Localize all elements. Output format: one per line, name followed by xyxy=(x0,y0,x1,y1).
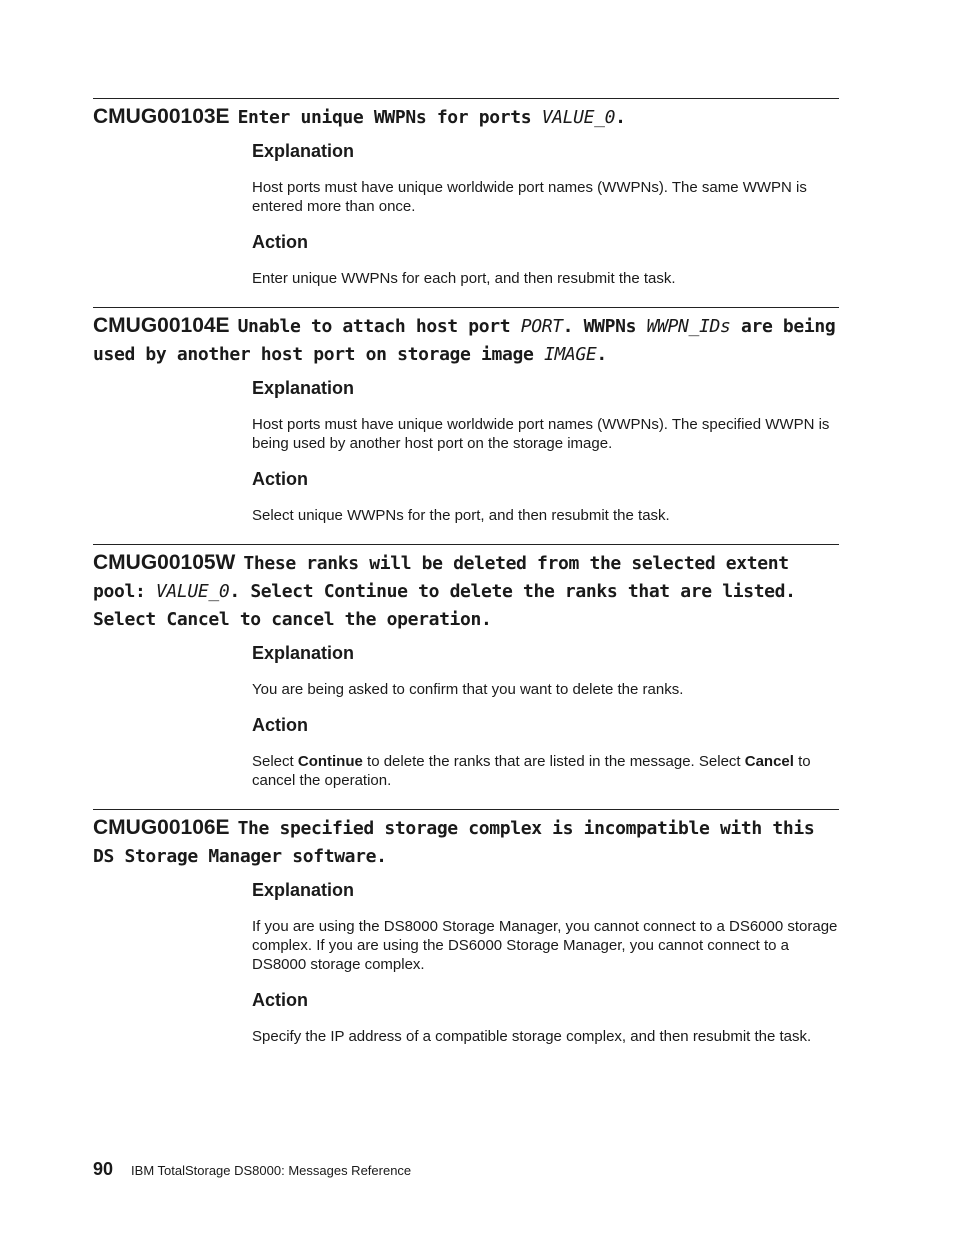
book-title: IBM TotalStorage DS8000: Messages Reference xyxy=(131,1163,412,1178)
message-id: CMUG00105W xyxy=(93,551,236,574)
action-text: Specify the IP address of a compatible storage complex, and then resubmit the task. xyxy=(252,1028,812,1045)
action-text: Select Continue to delete the ranks that are listed in the message. Select Cancel to cancel the operation. xyxy=(252,753,811,789)
page-footer xyxy=(93,1159,411,1180)
message-text: Unable to attach host port PORT. WWPNs WWPN_IDs are being used by another host port on storage image IMAGE. xyxy=(93,316,836,365)
page-number: 90 xyxy=(93,1159,114,1179)
message-body xyxy=(252,641,839,790)
message-heading xyxy=(93,549,839,634)
explanation-heading: Explanation xyxy=(252,378,355,398)
continue-term: Continue xyxy=(297,753,363,770)
action-heading: Action xyxy=(252,990,308,1010)
explanation-text: If you are using the DS8000 Storage Manager, you cannot connect to a DS6000 storage complex. If you are using the DS6000 Storage Manager, you cannot connect to a DS8000 storage complex. xyxy=(252,918,838,973)
message-heading xyxy=(93,103,839,132)
message-heading xyxy=(93,814,839,871)
variable: VALUE_0 xyxy=(541,107,616,128)
explanation-heading: Explanation xyxy=(252,880,355,900)
message-body xyxy=(252,376,839,525)
message-id: CMUG00103E xyxy=(93,105,230,128)
action-heading: Action xyxy=(252,469,308,489)
action-heading: Action xyxy=(252,715,308,735)
message-cmug00105w xyxy=(93,544,839,790)
message-text: These ranks will be deleted from the selected extent pool: VALUE_0. Select Continue to delete the ranks that are listed. Select Cancel to cancel the operation. xyxy=(93,553,796,630)
action-heading: Action xyxy=(252,232,308,252)
variable: PORT xyxy=(520,316,563,337)
variable: IMAGE xyxy=(543,344,597,365)
message-body xyxy=(252,878,839,1046)
message-text: Enter unique WWPNs for ports VALUE_0. xyxy=(237,107,626,128)
message-cmug00103e xyxy=(93,98,839,288)
message-list xyxy=(93,98,839,1046)
message-heading xyxy=(93,312,839,369)
variable: WWPN_IDs xyxy=(646,316,731,337)
message-id: CMUG00104E xyxy=(93,314,230,337)
explanation-heading: Explanation xyxy=(252,141,355,161)
explanation-text: Host ports must have unique worldwide port names (WWPNs). The specified WWPN is being used by another host port on the storage image. xyxy=(252,416,830,452)
action-text: Enter unique WWPNs for each port, and then resubmit the task. xyxy=(252,270,676,287)
explanation-text: Host ports must have unique worldwide port names (WWPNs). The same WWPN is entered more than once. xyxy=(252,179,807,215)
variable: VALUE_0 xyxy=(155,581,230,602)
cancel-term: Cancel xyxy=(744,753,794,770)
explanation-heading: Explanation xyxy=(252,643,355,663)
explanation-text: You are being asked to confirm that you want to delete the ranks. xyxy=(252,681,684,698)
message-cmug00104e xyxy=(93,307,839,525)
message-text: The specified storage complex is incompatible with this DS Storage Manager software. xyxy=(93,818,815,867)
message-id: CMUG00106E xyxy=(93,816,230,839)
action-text: Select unique WWPNs for the port, and then resubmit the task. xyxy=(252,507,670,524)
message-cmug00106e xyxy=(93,809,839,1046)
message-body xyxy=(252,139,839,288)
